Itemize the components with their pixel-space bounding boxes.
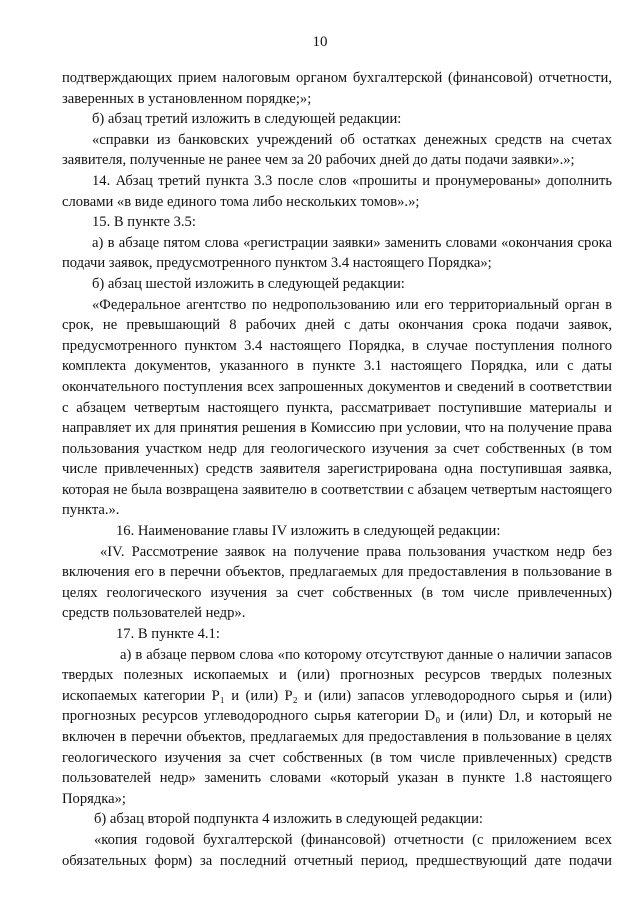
paragraph-p1: подтверждающих прием налоговым органом бухгалтерской (финансовой) отчетности, заверенных в установленном порядке;»;	[62, 70, 612, 107]
paragraph-p13: б) абзац второй подпункта 4 изложить в следующей редакции:	[94, 811, 483, 828]
paragraph-p2: б) абзац третий изложить в следующей редакции:	[92, 111, 402, 128]
paragraph-p8: «Федеральное агентство по недропользованию или его территориальный орган в срок, не превышающий 8 рабочих дней с даты окончания срока подачи заявок, предусмотренного пунктом 3.4 настоящего Порядка, в случае поступления полного комплекта документов, указанного в пункте 3.1 настоящего Порядка, или с даты окончательного поступления всех запрошенных документов и сведений в соответствии с абзацем четвертым настоящего пункта, рассматривает поступившие материалы и направляет их для принятия решения в Комиссию при условии, что на получение права пользования участком недр для геологического изучения за счет собственных (в том числе привлеченных) средств заявителя зарегистрирована одна поступившая заявка, которая не была возвращена заявителю в соответствии с абзацем четвертым настоящего пункта.».	[62, 296, 612, 519]
paragraph-p10: «IV. Рассмотрение заявок на получение права пользования участком недр без включения его в перечни объектов, предлагаемых для предоставления в пользование в целях геологического изучения за счет собственных (в том числе привлеченных) средств пользователей недр».	[62, 543, 612, 622]
paragraph-p11: 17. В пункте 4.1:	[116, 626, 220, 643]
paragraph-p14: «копия годовой бухгалтерской (финансовой) отчетности (с приложением всех обязательных форм) за последний отчетный период, предшествующий дате подачи	[62, 831, 612, 869]
paragraph-p5: 15. В пункте 3.5:	[92, 214, 196, 231]
document-body	[62, 68, 612, 871]
paragraph-p4: 14. Абзац третий пункта 3.3 после слов «прошиты и пронумерованы» дополнить словами «в виде единого тома либо нескольких томов».»;	[62, 172, 612, 210]
page-number: 10	[312, 34, 328, 50]
paragraph-p6: а) в абзаце пятом слова «регистрации заявки» заменить словами «окончания срока подачи заявок, предусмотренного пунктом 3.4 настоящего Порядка»;	[62, 234, 612, 272]
paragraph-p3: «справки из банковских учреждений об остатках денежных средств на счетах заявителя, полученные не ранее чем за 20 рабочих дней до даты подачи заявки».»;	[62, 131, 612, 169]
paragraph-p9: 16. Наименование главы IV изложить в следующей редакции:	[116, 523, 501, 540]
paragraph-p7: б) абзац шестой изложить в следующей редакции:	[92, 275, 405, 292]
paragraph-p12: а) в абзаце первом слова «по которому отсутствуют данные о наличии запасов твердых полезных ископаемых и (или) прогнозных ресурсов твердых полезных ископаемых категории P₁ и (или) P₂ и (или) запасов углеводородного сырья и (или) прогнозных ресурсов углеводородного сырья категории D₀ и (или) Dл, и который не включен в перечни объектов, предлагаемых для предоставления в пользование в целях геологического изучения за счет собственных (в том числе привлеченных) средств пользователей недр» заменить словами «который указан в пункте 1.8 настоящего Порядка»;	[62, 646, 612, 807]
